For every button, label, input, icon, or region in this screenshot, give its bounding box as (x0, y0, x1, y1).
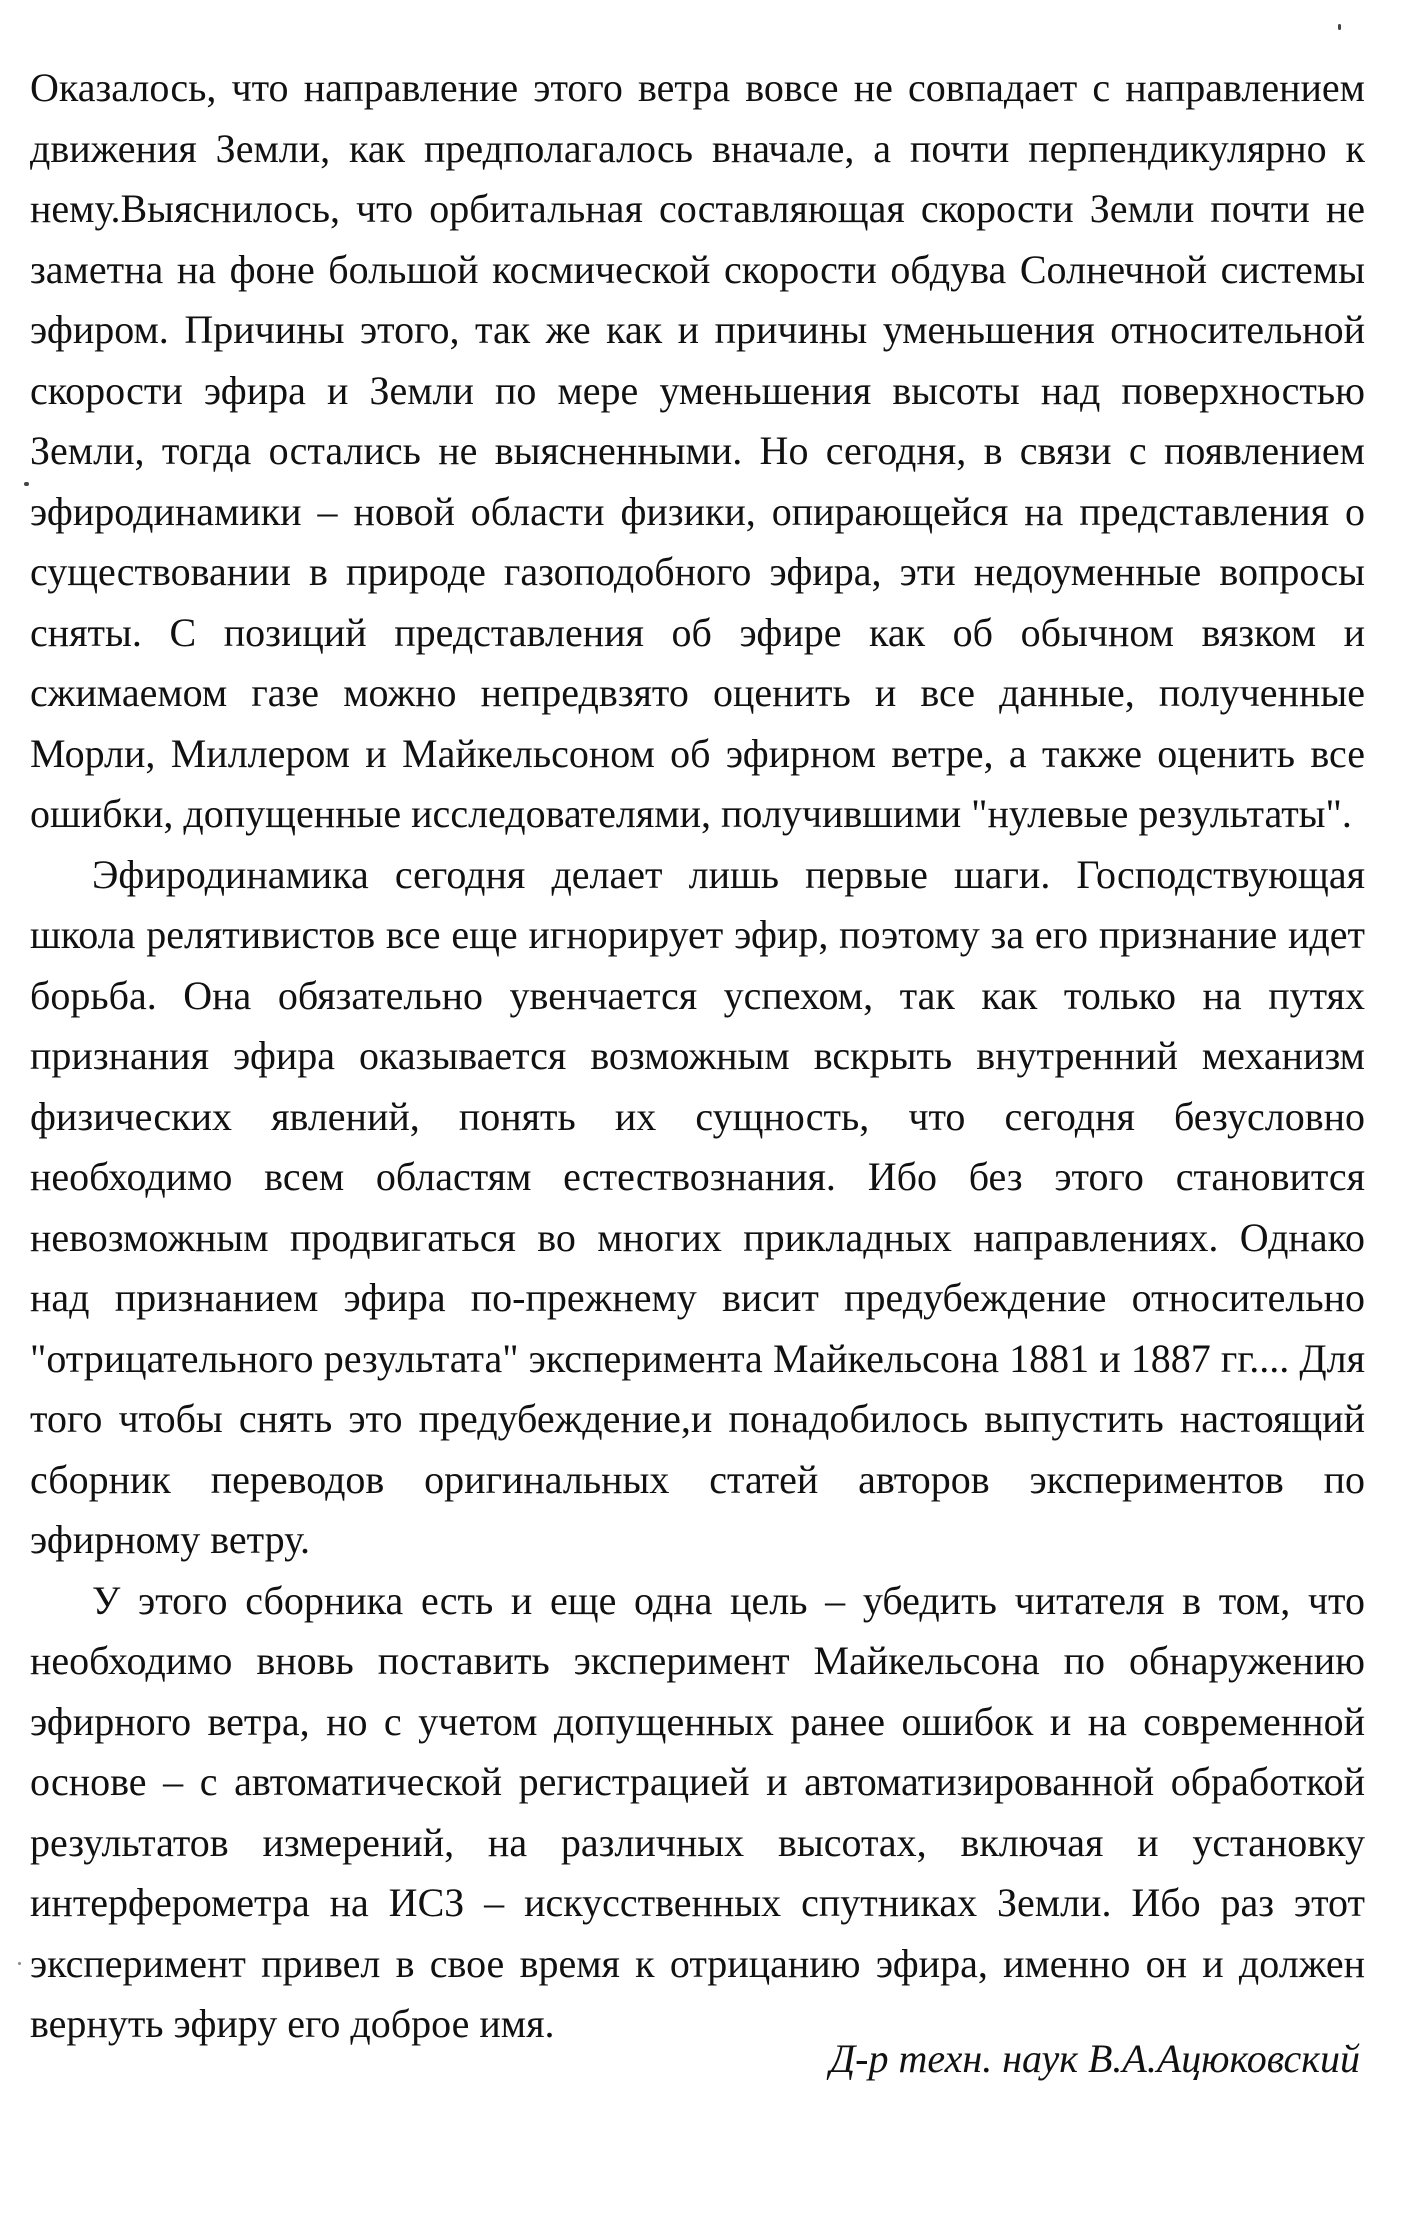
body-text (30, 58, 1365, 2055)
paragraph-2: Эфиродинамика сегодня делает лишь первые шаги. Господствующая школа релятивистов все еще игнорирует эфир, поэтому за его признание идет борьба. Она обязательно увенчается успехом, так как только на путях признания эфира оказывается возможным вскрыть внутренний механизм физических явлений, понять их сущность, что сегодня безусловно необходимо всем областям естествознания. Ибо без этого становится невозможным продвигаться во многих прикладных направлениях. Однако над признанием эфира по-прежнему висит предубеждение относительно "отрицательного результата" эксперимента Майкельсона 1881 и 1887 гг.... Для того чтобы снять это предубеждение,и понадобилось выпустить настоящий сборник переводов оригинальных статей авторов экспериментов по эфирному ветру. (30, 851, 1365, 1562)
paragraph-1: Оказалось, что направление этого ветра вовсе не совпадает с направлением движения Земли, как предполагалось вначале, а почти перпендикулярно к нему.Выяснилось, что орбитальная составляющая скорости Земли почти не заметна на фоне большой космической скорости обдува Солнечной системы эфиром. Причины этого, так же как и причины уменьшения относительной скорости эфира и Земли по мере уменьшения высоты над поверхностью Земли, тогда остались не выясненными. Но сегодня, в связи с появлением эфиродинамики – новой области физики, опирающейся на представления о существовании в природе газоподобного эфира, эти недоуменные вопросы сняты. С позиций представления об эфире как об обычном вязком и сжимаемом газе можно непредвзято оценить и все данные, полученные Морли, Миллером и Майкельсоном об эфирном ветре, а также оценить все ошибки, допущенные исследователями, получившими "нулевые результаты". (30, 65, 1365, 836)
scan-speck (24, 482, 29, 486)
scan-speck (18, 1962, 21, 1965)
author-signature: Д-р техн. наук В.А.Ацюковский (829, 2036, 1360, 2081)
paragraph-3: У этого сборника есть и еще одна цель – убедить читателя в том, что необходимо вновь поставить эксперимент Майкельсона по обнаружению эфирного ветра, но с учетом допущенных ранее ошибок и на современной основе – с автоматической регистрацией и автоматизированной обработкой результатов измерений, на различных высотах, включая и установку интерферометра на ИСЗ – искусственных спутниках Земли. Ибо раз этот эксперимент привел в свое время к отрицанию эфира, именно он и должен вернуть эфиру его доброе имя. (30, 1577, 1365, 2046)
scan-speck (1338, 24, 1341, 30)
